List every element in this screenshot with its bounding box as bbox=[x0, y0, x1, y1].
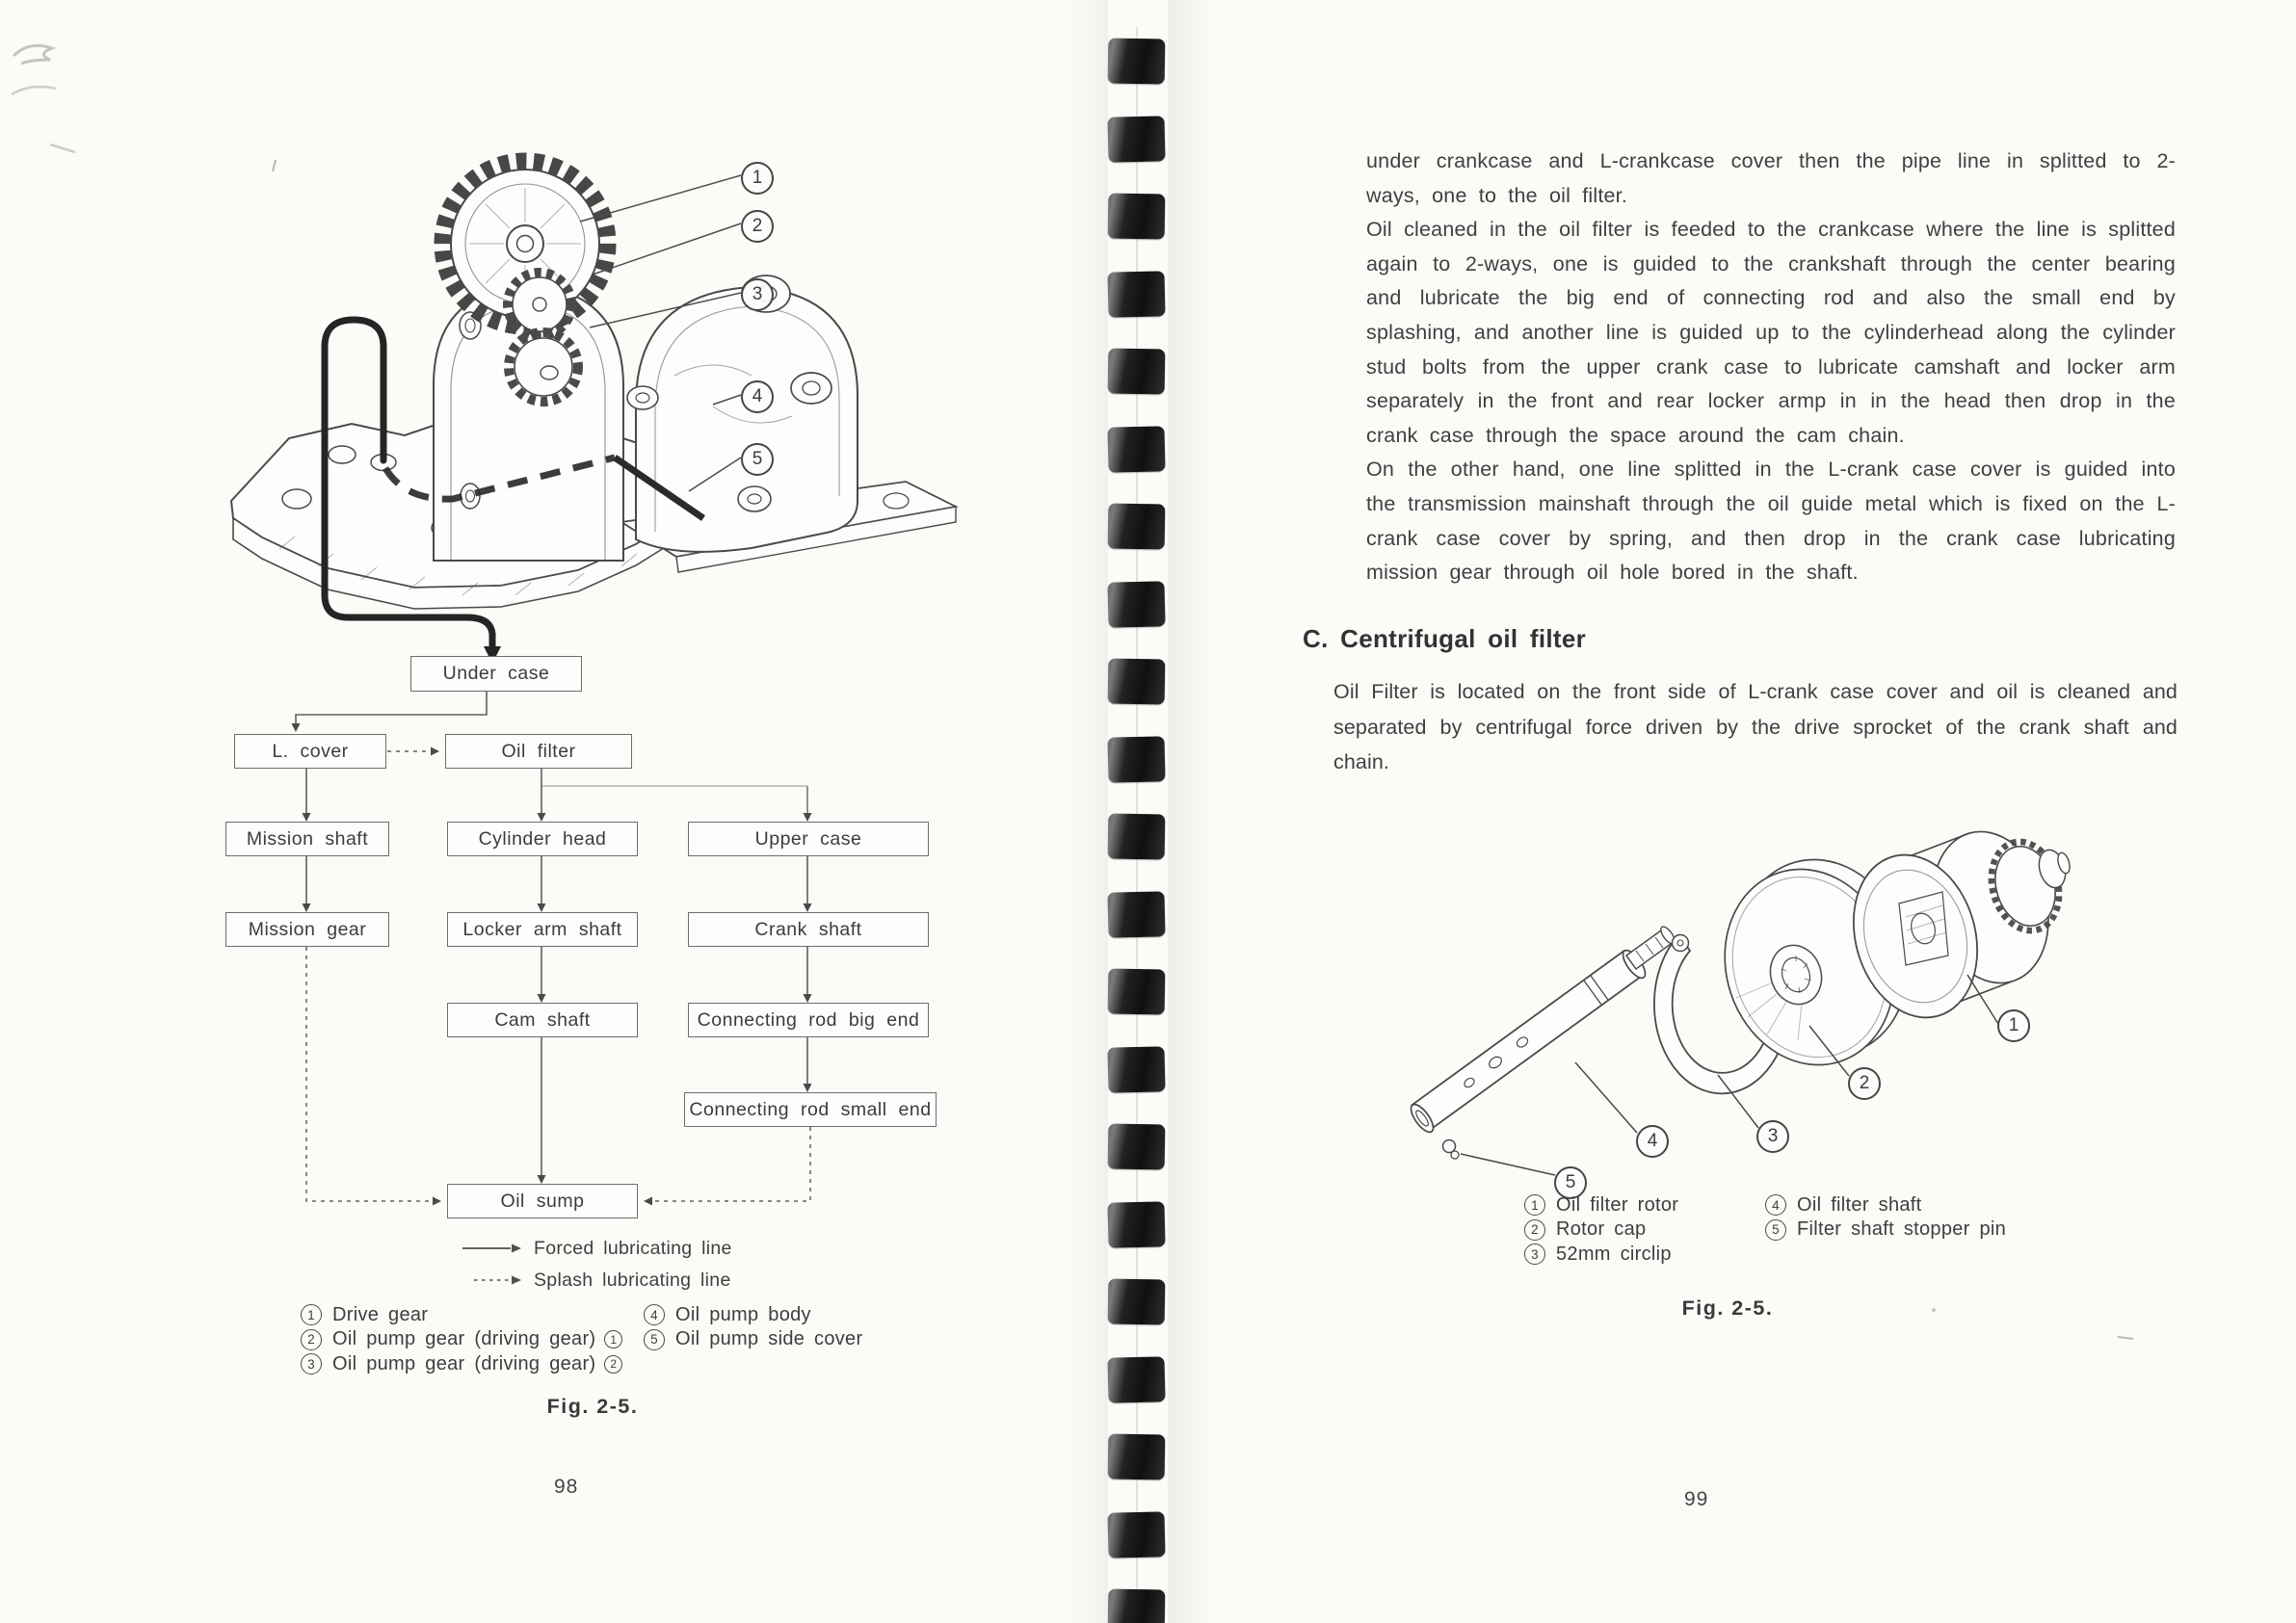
section-paragraph: Oil Filter is located on the front side of L-crank case cover and oil is cleaned and separated by centrifugal force driven by the drive sprocket of the crank shaft and chain. bbox=[1333, 680, 2177, 773]
part-number-badge: 5 bbox=[644, 1329, 665, 1350]
parts-list-item bbox=[1765, 1219, 2006, 1241]
part-number-badge: 2 bbox=[301, 1329, 322, 1350]
part-label: Oil pump body bbox=[675, 1303, 811, 1325]
body-paragraph-3: On the other hand, one line splitted in the L-crank case cover is guided into the transmission mainshaft through the oil guide metal which is fixed on the L-crank case cover by spring, and then drop in the crank case lubricating mission gear through oil hole bored in the shaft. bbox=[1366, 458, 2176, 585]
binding-comb-tab bbox=[1108, 194, 1166, 240]
page-gutter-shadow-right bbox=[1168, 0, 1218, 1623]
part-number-badge: 1 bbox=[301, 1304, 322, 1325]
flowchart-box-connecting-rod-big-end: Connecting rod big end bbox=[688, 1003, 929, 1037]
part-label: Drive gear bbox=[332, 1303, 429, 1325]
parts-list-left-col1 bbox=[301, 1304, 622, 1378]
parts-list-right-col2 bbox=[1765, 1194, 2006, 1243]
binding-comb-tab bbox=[1108, 1589, 1166, 1623]
part-label: Oil pump gear (driving gear) bbox=[332, 1352, 596, 1374]
part-label: Oil pump side cover bbox=[675, 1328, 863, 1349]
part-number-badge: 4 bbox=[1765, 1194, 1786, 1216]
filter-callout-2: 2 bbox=[1848, 1067, 1881, 1100]
binding-comb-tab bbox=[1107, 891, 1165, 937]
part-suffix-badge: 1 bbox=[604, 1330, 622, 1348]
legend-label: Forced lubricating line bbox=[534, 1237, 732, 1259]
filter-callout-3: 3 bbox=[1756, 1120, 1789, 1153]
legend-forced-line bbox=[461, 1238, 732, 1259]
pump-callout-2: 2 bbox=[741, 210, 774, 243]
flowchart-box-cam-shaft: Cam shaft bbox=[447, 1003, 638, 1037]
filter-callout-4: 4 bbox=[1636, 1125, 1669, 1158]
flowchart-box-cylinder-head: Cylinder head bbox=[447, 822, 638, 856]
filter-callout-5: 5 bbox=[1554, 1166, 1587, 1199]
binding-comb bbox=[1108, 0, 1168, 1623]
parts-list-item bbox=[301, 1304, 622, 1325]
binding-comb-tab bbox=[1108, 504, 1166, 550]
binding-comb-tab bbox=[1108, 969, 1166, 1015]
figure-caption-right: Fig. 2-5. bbox=[1681, 1296, 1774, 1320]
page-gutter-shadow-left bbox=[1068, 0, 1108, 1623]
oil-pump-illustration bbox=[135, 87, 1021, 679]
binding-comb-tab bbox=[1107, 1356, 1165, 1402]
binding-comb-tab bbox=[1108, 659, 1166, 705]
binding-comb-tab bbox=[1108, 1279, 1166, 1325]
legend-splash-line bbox=[461, 1270, 731, 1291]
part-label: 52mm circlip bbox=[1556, 1243, 1672, 1265]
part-label: Oil filter rotor bbox=[1556, 1193, 1679, 1216]
body-paragraph-1: under crankcase and L-crankcase cover then the pipe line in splitted to 2-ways, one to the oil filter. bbox=[1366, 149, 2176, 207]
part-number-badge: 3 bbox=[301, 1353, 322, 1374]
binding-comb-tab bbox=[1108, 1124, 1166, 1170]
figure-caption-left: Fig. 2-5. bbox=[546, 1395, 639, 1418]
dashed-arrow-icon bbox=[461, 1273, 524, 1287]
part-number-badge: 3 bbox=[1524, 1243, 1545, 1265]
flowchart-box-oil-filter: Oil filter bbox=[445, 734, 632, 769]
binding-comb-tab bbox=[1107, 426, 1165, 472]
flowchart-box-connecting-rod-small-end: Connecting rod small end bbox=[684, 1092, 937, 1127]
pump-callout-5: 5 bbox=[741, 443, 774, 476]
binding-comb-tab bbox=[1107, 116, 1165, 162]
binding-comb-tab bbox=[1108, 39, 1166, 85]
flowchart-box-mission-gear: Mission gear bbox=[225, 912, 389, 947]
pump-callout-1: 1 bbox=[741, 162, 774, 195]
body-paragraph-2: Oil cleaned in the oil filter is feeded to the crankcase where the line is splitted again to 2-ways, one is guided to the crankshaft through the center bearing and lubricate the big end of connecting rod and also the small end by splashing, and another line is guided up to the cylinderhead along the cylinder stud bolts from the upper crank case to lubricate camshaft and locker arm separately in the front and rear locker armp in in the head then drop in the crank case through the space around the cam chain. bbox=[1366, 218, 2176, 447]
pump-callout-4: 4 bbox=[741, 380, 774, 413]
parts-list-item bbox=[301, 1353, 622, 1374]
part-number-badge: 5 bbox=[1765, 1219, 1786, 1241]
page-number-right: 99 bbox=[1684, 1488, 1709, 1510]
binding-comb-tab bbox=[1107, 1046, 1165, 1092]
parts-list-item bbox=[1765, 1194, 2006, 1216]
parts-list-item bbox=[644, 1304, 862, 1325]
flowchart-box-oil-sump: Oil sump bbox=[447, 1184, 638, 1218]
flowchart-box-under-case: Under case bbox=[410, 656, 582, 692]
part-number-badge: 4 bbox=[644, 1304, 665, 1325]
parts-list-item bbox=[1524, 1243, 1678, 1265]
parts-list-item bbox=[1524, 1219, 1678, 1241]
binding-comb-tab bbox=[1108, 1434, 1166, 1480]
parts-list-item bbox=[644, 1329, 862, 1350]
part-suffix-badge: 2 bbox=[604, 1355, 622, 1374]
binding-comb-tab bbox=[1108, 814, 1166, 860]
body-text-block bbox=[1366, 144, 2176, 590]
flowchart-box-mission-shaft: Mission shaft bbox=[225, 822, 389, 856]
legend-label: Splash lubricating line bbox=[534, 1269, 731, 1291]
flowchart-box-upper-case: Upper case bbox=[688, 822, 929, 856]
binding-comb-tab bbox=[1107, 1201, 1165, 1247]
parts-list-item bbox=[1524, 1194, 1678, 1216]
parts-list-right-col1 bbox=[1524, 1194, 1678, 1269]
flowchart-box-l-cover: L. cover bbox=[234, 734, 386, 769]
binding-comb-tab bbox=[1107, 736, 1165, 782]
flowchart-box-crank-shaft: Crank shaft bbox=[688, 912, 929, 947]
part-label: Oil pump gear (driving gear) bbox=[332, 1328, 596, 1349]
solid-arrow-icon bbox=[461, 1242, 524, 1255]
part-label: Filter shaft stopper pin bbox=[1797, 1218, 2007, 1240]
part-number-badge: 2 bbox=[1524, 1219, 1545, 1241]
parts-list-item bbox=[301, 1329, 622, 1350]
part-label: Oil filter shaft bbox=[1797, 1193, 1922, 1216]
binding-comb-tab bbox=[1107, 1511, 1165, 1558]
part-number-badge: 1 bbox=[1524, 1194, 1545, 1216]
section-heading: C. Centrifugal oil filter bbox=[1303, 624, 1587, 653]
flowchart-box-locker-arm-shaft: Locker arm shaft bbox=[447, 912, 638, 947]
parts-list-left-col2 bbox=[644, 1304, 862, 1353]
pump-callout-3: 3 bbox=[741, 278, 774, 311]
binding-comb-tab bbox=[1108, 349, 1166, 395]
binding-comb-tab bbox=[1107, 581, 1165, 627]
filter-callout-1: 1 bbox=[1997, 1009, 2030, 1042]
part-label: Rotor cap bbox=[1556, 1218, 1647, 1240]
page-number-left: 98 bbox=[554, 1476, 579, 1498]
binding-comb-tab bbox=[1107, 271, 1165, 317]
